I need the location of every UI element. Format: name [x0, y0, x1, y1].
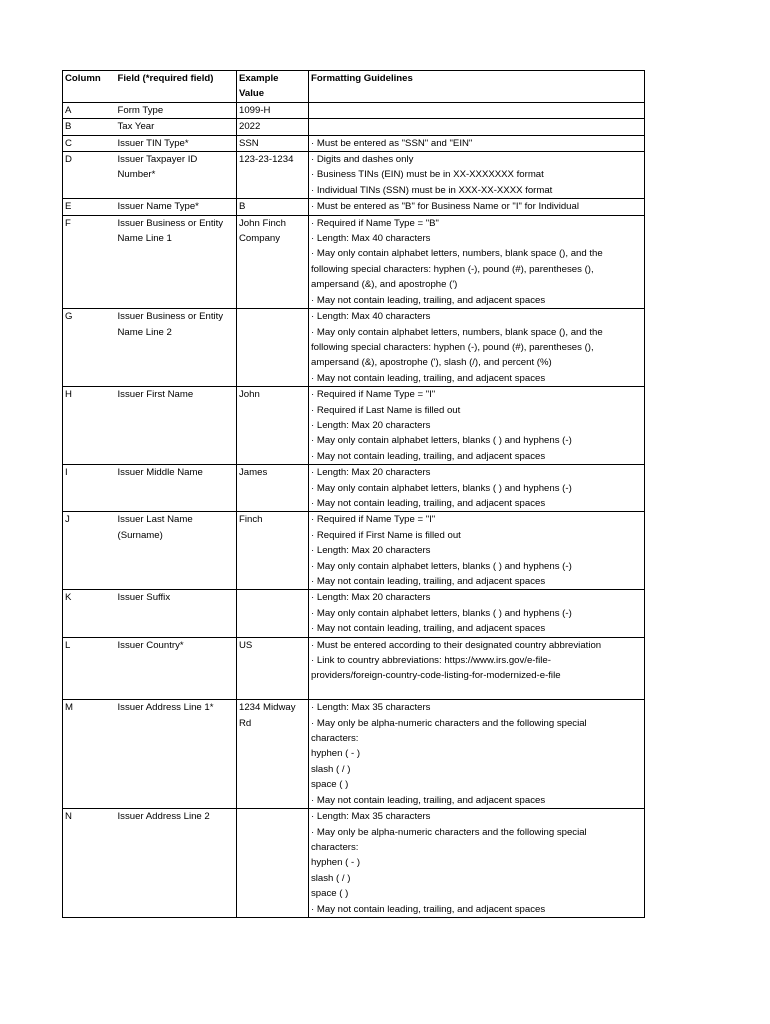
column-letter: I — [63, 465, 116, 512]
guideline-line: · Link to country abbreviations: https://www.irs.gov/e-file- — [311, 655, 551, 667]
formatting-guidelines — [309, 590, 645, 637]
formatting-guidelines — [309, 152, 645, 199]
column-letter: F — [63, 215, 116, 308]
formatting-guidelines — [309, 512, 645, 590]
example-value: 123-23-1234 — [237, 152, 309, 199]
field-name: Tax Year — [116, 119, 237, 135]
column-letter: E — [63, 199, 116, 215]
guideline-line: · Business TINs (EIN) must be in XX-XXXXXXX format — [311, 169, 544, 181]
header-row — [63, 71, 645, 103]
column-letter: C — [63, 135, 116, 151]
guideline-line: ampersand (&), apostrophe ('), slash (/), and percent (%) — [311, 357, 552, 369]
guideline-line: characters: — [311, 733, 359, 745]
guideline-line: · Digits and dashes only — [311, 154, 414, 166]
header-field: Field (*required field) — [116, 71, 237, 103]
formatting-guidelines — [309, 809, 645, 918]
formatting-guidelines — [309, 309, 645, 387]
column-letter: J — [63, 512, 116, 590]
guideline-line: · Length: Max 20 characters — [311, 545, 431, 557]
table-row — [63, 387, 645, 465]
formatting-guidelines — [309, 465, 645, 512]
guideline-line: · Required if Name Type = "B" — [311, 217, 439, 229]
field-name: Issuer First Name — [116, 387, 237, 465]
table-row — [63, 119, 645, 135]
field-name: Issuer TIN Type* — [116, 135, 237, 151]
example-value: James — [237, 465, 309, 512]
guideline-line: · Required if First Name is filled out — [311, 529, 461, 541]
guideline-line: providers/foreign-country-code-listing-for-modernized-e-file — [311, 670, 561, 682]
example-value: John Finch Company — [237, 215, 309, 308]
guideline-line: · Length: Max 35 characters — [311, 811, 431, 823]
field-name: Issuer Name Type* — [116, 199, 237, 215]
guideline-line: · Must be entered as "SSN" and "EIN" — [311, 137, 473, 149]
example-value: 1099-H — [237, 102, 309, 118]
format-spec-table — [62, 70, 645, 918]
guideline-line: slash ( / ) — [311, 763, 351, 775]
example-value: 1234 Midway Rd — [237, 700, 309, 809]
guideline-line: · Required if Last Name is filled out — [311, 404, 461, 416]
formatting-guidelines — [309, 119, 645, 135]
table-row — [63, 152, 645, 199]
guideline-line: hyphen ( - ) — [311, 857, 361, 869]
formatting-guidelines — [309, 700, 645, 809]
table-row — [63, 102, 645, 118]
guideline-line: · Length: Max 20 characters — [311, 592, 431, 604]
formatting-guidelines — [309, 637, 645, 700]
field-name: Issuer Business or Entity Name Line 2 — [116, 309, 237, 387]
guideline-line: · Length: Max 40 characters — [311, 311, 431, 323]
formatting-guidelines — [309, 199, 645, 215]
formatting-guidelines — [309, 215, 645, 308]
table-row — [63, 700, 645, 809]
formatting-guidelines — [309, 387, 645, 465]
guideline-line: · May only contain alphabet letters, blanks ( ) and hyphens (-) — [311, 435, 572, 447]
table-row — [63, 809, 645, 918]
guideline-line: · Length: Max 35 characters — [311, 702, 431, 714]
example-value — [237, 309, 309, 387]
guideline-line: space ( ) — [311, 779, 349, 791]
column-letter: H — [63, 387, 116, 465]
guideline-line: · May not contain leading, trailing, and adjacent spaces — [311, 576, 546, 587]
guideline-line: · May not contain leading, trailing, and adjacent spaces — [311, 497, 546, 509]
guideline-line: following special characters: hyphen (-), pound (#), parentheses (), — [311, 263, 594, 275]
example-value: 2022 — [237, 119, 309, 135]
example-value: B — [237, 199, 309, 215]
table-row — [63, 465, 645, 512]
guideline-line: · May only contain alphabet letters, numbers, blank space (), and the — [311, 248, 603, 260]
guideline-line: · May not contain leading, trailing, and adjacent spaces — [311, 372, 546, 384]
guideline-line: · Length: Max 20 characters — [311, 419, 431, 431]
guideline-line: following special characters: hyphen (-), pound (#), parentheses (), — [311, 341, 594, 353]
guideline-line: · May only contain alphabet letters, numbers, blank space (), and the — [311, 326, 603, 338]
column-letter: K — [63, 590, 116, 637]
table-row — [63, 309, 645, 387]
guideline-line: · May not contain leading, trailing, and adjacent spaces — [311, 903, 546, 915]
field-name: Form Type — [116, 102, 237, 118]
guideline-line: · May not contain leading, trailing, and adjacent spaces — [311, 294, 546, 306]
example-value — [237, 809, 309, 918]
field-name: Issuer Middle Name — [116, 465, 237, 512]
guideline-line: hyphen ( - ) — [311, 748, 361, 760]
guideline-line: characters: — [311, 841, 359, 853]
field-name: Issuer Last Name (Surname) — [116, 512, 237, 590]
table-row — [63, 512, 645, 590]
column-letter: N — [63, 809, 116, 918]
column-letter: B — [63, 119, 116, 135]
guideline-line: · Must be entered according to their designated country abbreviation — [311, 639, 602, 651]
guideline-line: · Individual TINs (SSN) must be in XXX-XX-XXXX format — [311, 184, 553, 196]
header-formatting-guidelines: Formatting Guidelines — [309, 71, 645, 103]
column-letter: M — [63, 700, 116, 809]
guideline-line: · May not contain leading, trailing, and adjacent spaces — [311, 623, 546, 635]
formatting-guidelines — [309, 102, 645, 118]
guideline-line: ampersand (&), and apostrophe (') — [311, 279, 458, 291]
field-name: Issuer Taxpayer ID Number* — [116, 152, 237, 199]
guideline-line: · May only contain alphabet letters, blanks ( ) and hyphens (-) — [311, 482, 572, 494]
table-row — [63, 637, 645, 700]
field-name: Issuer Country* — [116, 637, 237, 700]
guideline-line: · Length: Max 20 characters — [311, 467, 431, 479]
column-letter: D — [63, 152, 116, 199]
example-value: John — [237, 387, 309, 465]
example-value: SSN — [237, 135, 309, 151]
example-value: US — [237, 637, 309, 700]
formatting-guidelines — [309, 135, 645, 151]
column-letter: G — [63, 309, 116, 387]
example-value: Finch — [237, 512, 309, 590]
guideline-line: · Must be entered as "B" for Business Name or "I" for Individual — [311, 201, 579, 213]
example-value — [237, 590, 309, 637]
guideline-line: · May not contain leading, trailing, and adjacent spaces — [311, 450, 546, 462]
guideline-line: · May not contain leading, trailing, and adjacent spaces — [311, 794, 546, 806]
guideline-line: · May only be alpha-numeric characters and the following special — [311, 717, 587, 729]
table-body — [63, 102, 645, 917]
guideline-line: · Required if Name Type = "I" — [311, 389, 436, 401]
guideline-line: space ( ) — [311, 888, 349, 900]
table-row — [63, 590, 645, 637]
field-name: Issuer Address Line 1* — [116, 700, 237, 809]
column-letter: A — [63, 102, 116, 118]
table-row — [63, 215, 645, 308]
guideline-line: · May only contain alphabet letters, blanks ( ) and hyphens (-) — [311, 607, 572, 619]
guideline-line: · Required if Name Type = "I" — [311, 514, 436, 526]
field-name: Issuer Suffix — [116, 590, 237, 637]
header-example-value: Example Value — [237, 71, 309, 103]
guideline-line: slash ( / ) — [311, 872, 351, 884]
guideline-line: · May only be alpha-numeric characters and the following special — [311, 826, 587, 838]
guideline-line: · May only contain alphabet letters, blanks ( ) and hyphens (-) — [311, 560, 572, 572]
guideline-line: · Length: Max 40 characters — [311, 233, 431, 245]
table-row — [63, 135, 645, 151]
column-letter: L — [63, 637, 116, 700]
guideline-line — [311, 684, 642, 699]
field-name: Issuer Business or Entity Name Line 1 — [116, 215, 237, 308]
field-name: Issuer Address Line 2 — [116, 809, 237, 918]
table-header — [63, 71, 645, 103]
table-row — [63, 199, 645, 215]
header-column: Column — [63, 71, 116, 103]
